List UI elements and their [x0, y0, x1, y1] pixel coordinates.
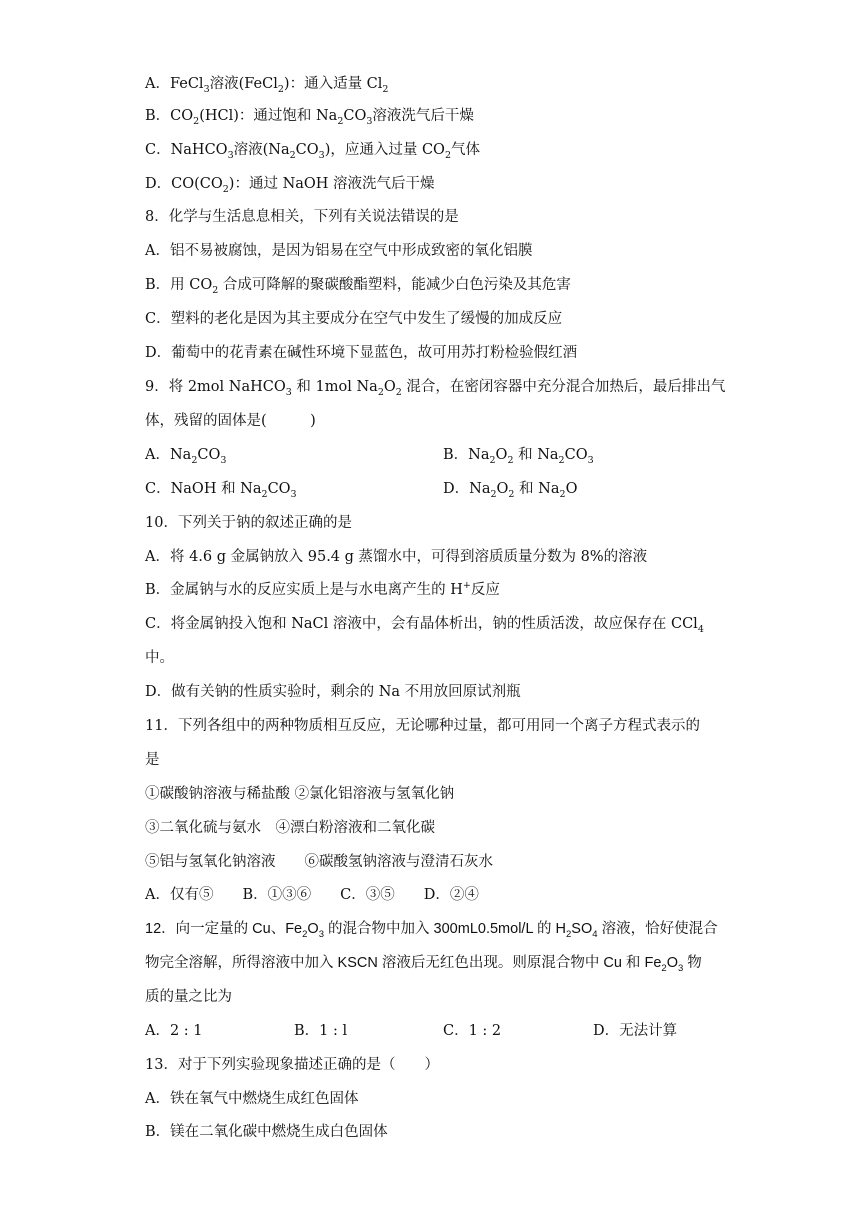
q10-stem: 10．下列关于钠的叙述正确的是: [145, 515, 352, 531]
subscript: 3: [587, 454, 594, 466]
text: A．Na: [145, 447, 192, 463]
subscript: 3: [290, 488, 297, 500]
text: )：通过 NaOH 溶液洗气后干燥: [228, 176, 435, 192]
q13-option-a: A．铁在氧气中燃烧生成红色固体: [145, 1091, 359, 1107]
text: )，应通入过量 CO: [324, 142, 445, 158]
text: C．NaOH 和 Na: [145, 481, 262, 497]
q13-stem: 13．对于下列实验现象描述正确的是（ ）: [145, 1057, 439, 1073]
q12-stem-line1: [145, 919, 718, 939]
subscript: 2: [395, 386, 402, 398]
subscript: 2: [566, 928, 572, 940]
subscript: 3: [318, 928, 324, 940]
q10-option-c-cont: 中。: [145, 650, 174, 666]
subscript: 2: [444, 149, 451, 161]
subscript: 2: [559, 488, 566, 500]
q11-options: A．仅有⑤ B．①③⑥ C．③⑤ D．②④: [145, 887, 479, 903]
q11-stem-line2: 是: [145, 752, 160, 768]
q12-stem-line3: 质的量之比为: [145, 989, 232, 1005]
subscript: 2: [277, 83, 284, 95]
text: C．NaHCO: [145, 142, 228, 158]
q8-stem: 8．化学与生活息息相关，下列有关说法错误的是: [145, 209, 459, 225]
q9-option-a: [145, 445, 226, 465]
text: 和 1mol Na: [291, 379, 378, 395]
text: 的混合物中加入 300mL0.5mol/L 的 H: [324, 921, 566, 937]
text: 反应: [470, 582, 500, 598]
text: A．FeCl: [145, 76, 204, 92]
q13-option-b: B．镁在二氧化碳中燃烧生成白色固体: [145, 1124, 388, 1140]
q10-option-b: [145, 580, 500, 600]
subscript: 2: [302, 928, 308, 940]
text: CO: [197, 447, 221, 463]
subscript: 2: [508, 488, 515, 500]
q12-option-b: B．1 : l: [294, 1023, 348, 1039]
text: O: [666, 955, 678, 971]
q8-option-c: C．塑料的老化是因为其主要成分在空气中发生了缓慢的加成反应: [145, 311, 563, 327]
text: CO: [295, 142, 319, 158]
subscript: 2: [261, 488, 268, 500]
text: 溶液(Na: [233, 142, 290, 158]
subscript: 2: [507, 454, 514, 466]
q9-stem-line1: [145, 377, 725, 397]
q12-option-c: C．1 : 2: [443, 1023, 502, 1039]
subscript: 2: [490, 488, 497, 500]
q12-option-a: A．2 : 1: [145, 1023, 203, 1039]
q11-item-row2: ③二氧化硫与氨水 ④漂白粉溶液和二氧化碳: [145, 820, 435, 836]
text: D．CO(CO: [145, 176, 223, 192]
subscript: 3: [203, 83, 210, 95]
text: 和 Na: [513, 447, 559, 463]
text: 物: [683, 955, 702, 971]
text: D．Na: [443, 481, 491, 497]
q7-option-c: [145, 140, 480, 160]
subscript: 3: [227, 149, 234, 161]
subscript: 3: [366, 115, 373, 127]
subscript: 2: [337, 115, 344, 127]
text: O: [565, 481, 578, 497]
text: B．用 CO: [145, 277, 213, 293]
text: 物完全溶解，所得溶液中加入 KSCN 溶液后无红色出现。则原混合物中 Cu 和 Fe: [145, 955, 662, 971]
q8-option-a: A．铝不易被腐蚀，是因为铝易在空气中形成致密的氧化铝膜: [145, 243, 533, 259]
q11-item-row3: ⑤铝与氢氧化钠溶液 ⑥碳酸氢钠溶液与澄清石灰水: [145, 854, 493, 870]
q7-option-a: [145, 74, 388, 94]
subscript: 4: [697, 623, 704, 635]
text: 气体: [450, 142, 480, 158]
text: 12．向一定量的 Cu、Fe: [145, 921, 303, 937]
text: B．CO: [145, 108, 194, 124]
text: C．将金属钠投入饱和 NaCl 溶液中，会有晶体析出，钠的性质活泼，故应保存在 CCl: [145, 616, 698, 632]
q11-item-row1: ①碳酸钠溶液与稀盐酸 ②氯化铝溶液与氢氧化钠: [145, 786, 455, 802]
q12-stem-line2: [145, 953, 702, 973]
subscript: 2: [558, 454, 565, 466]
q8-option-d: D．葡萄中的花青素在碱性环境下显蓝色，故可用苏打粉检验假红酒: [145, 345, 578, 361]
q7-option-b: [145, 106, 474, 126]
subscript: 2: [193, 115, 200, 127]
text: 9．将 2mol NaHCO: [145, 379, 286, 395]
subscript: 2: [661, 962, 667, 974]
subscript: 2: [289, 149, 296, 161]
text: 混合，在密闭容器中充分混合加热后，最后排出气: [401, 379, 726, 395]
text: CO: [343, 108, 367, 124]
text: (HCl)：通过饱和 Na: [199, 108, 338, 124]
subscript: 4: [592, 928, 598, 940]
subscript: 2: [222, 183, 229, 195]
superscript: +: [462, 580, 471, 592]
text: O: [383, 379, 396, 395]
subscript: 2: [212, 284, 219, 296]
text: SO: [571, 921, 593, 937]
text: 溶液洗气后干燥: [372, 108, 474, 124]
subscript: 2: [489, 454, 496, 466]
q9-option-c: [145, 479, 297, 499]
text: 溶液，恰好使混合: [597, 921, 718, 937]
q8-option-b: [145, 275, 571, 295]
text: CO: [564, 447, 588, 463]
text: O: [307, 921, 319, 937]
text: CO: [267, 481, 291, 497]
text: 溶液(FeCl: [209, 76, 278, 92]
q9-stem-line2: 体，残留的固体是( ): [145, 413, 316, 429]
q10-option-a: A．将 4.6 g 金属钠放入 95.4 g 蒸馏水中，可得到溶质质量分数为 8%的溶液: [145, 549, 648, 565]
q9-option-d: [443, 479, 577, 499]
subscript: 2: [377, 386, 384, 398]
text: O: [496, 481, 509, 497]
subscript: 3: [220, 454, 227, 466]
subscript: 3: [285, 386, 292, 398]
subscript: 2: [191, 454, 198, 466]
q11-stem-line1: 11．下列各组中的两种物质相互反应，无论哪种过量，都可用同一个离子方程式表示的: [145, 718, 700, 734]
text: B．金属钠与水的反应实质上是与水电离产生的 H: [145, 582, 463, 598]
subscript: 2: [382, 83, 389, 95]
q12-option-d: D．无法计算: [593, 1023, 678, 1039]
text: 和 Na: [514, 481, 560, 497]
text: 合成可降解的聚碳酸酯塑料，能减少白色污染及其危害: [218, 277, 571, 293]
q10-option-d: D．做有关钠的性质实验时，剩余的 Na 不用放回原试剂瓶: [145, 684, 521, 700]
q9-option-b: [443, 445, 594, 465]
text: O: [495, 447, 508, 463]
subscript: 3: [677, 962, 684, 974]
q10-option-c: [145, 614, 704, 634]
q7-option-d: [145, 174, 435, 194]
subscript: 3: [318, 149, 325, 161]
text: B．Na: [443, 447, 490, 463]
text: )：通入适量 Cl: [283, 76, 383, 92]
